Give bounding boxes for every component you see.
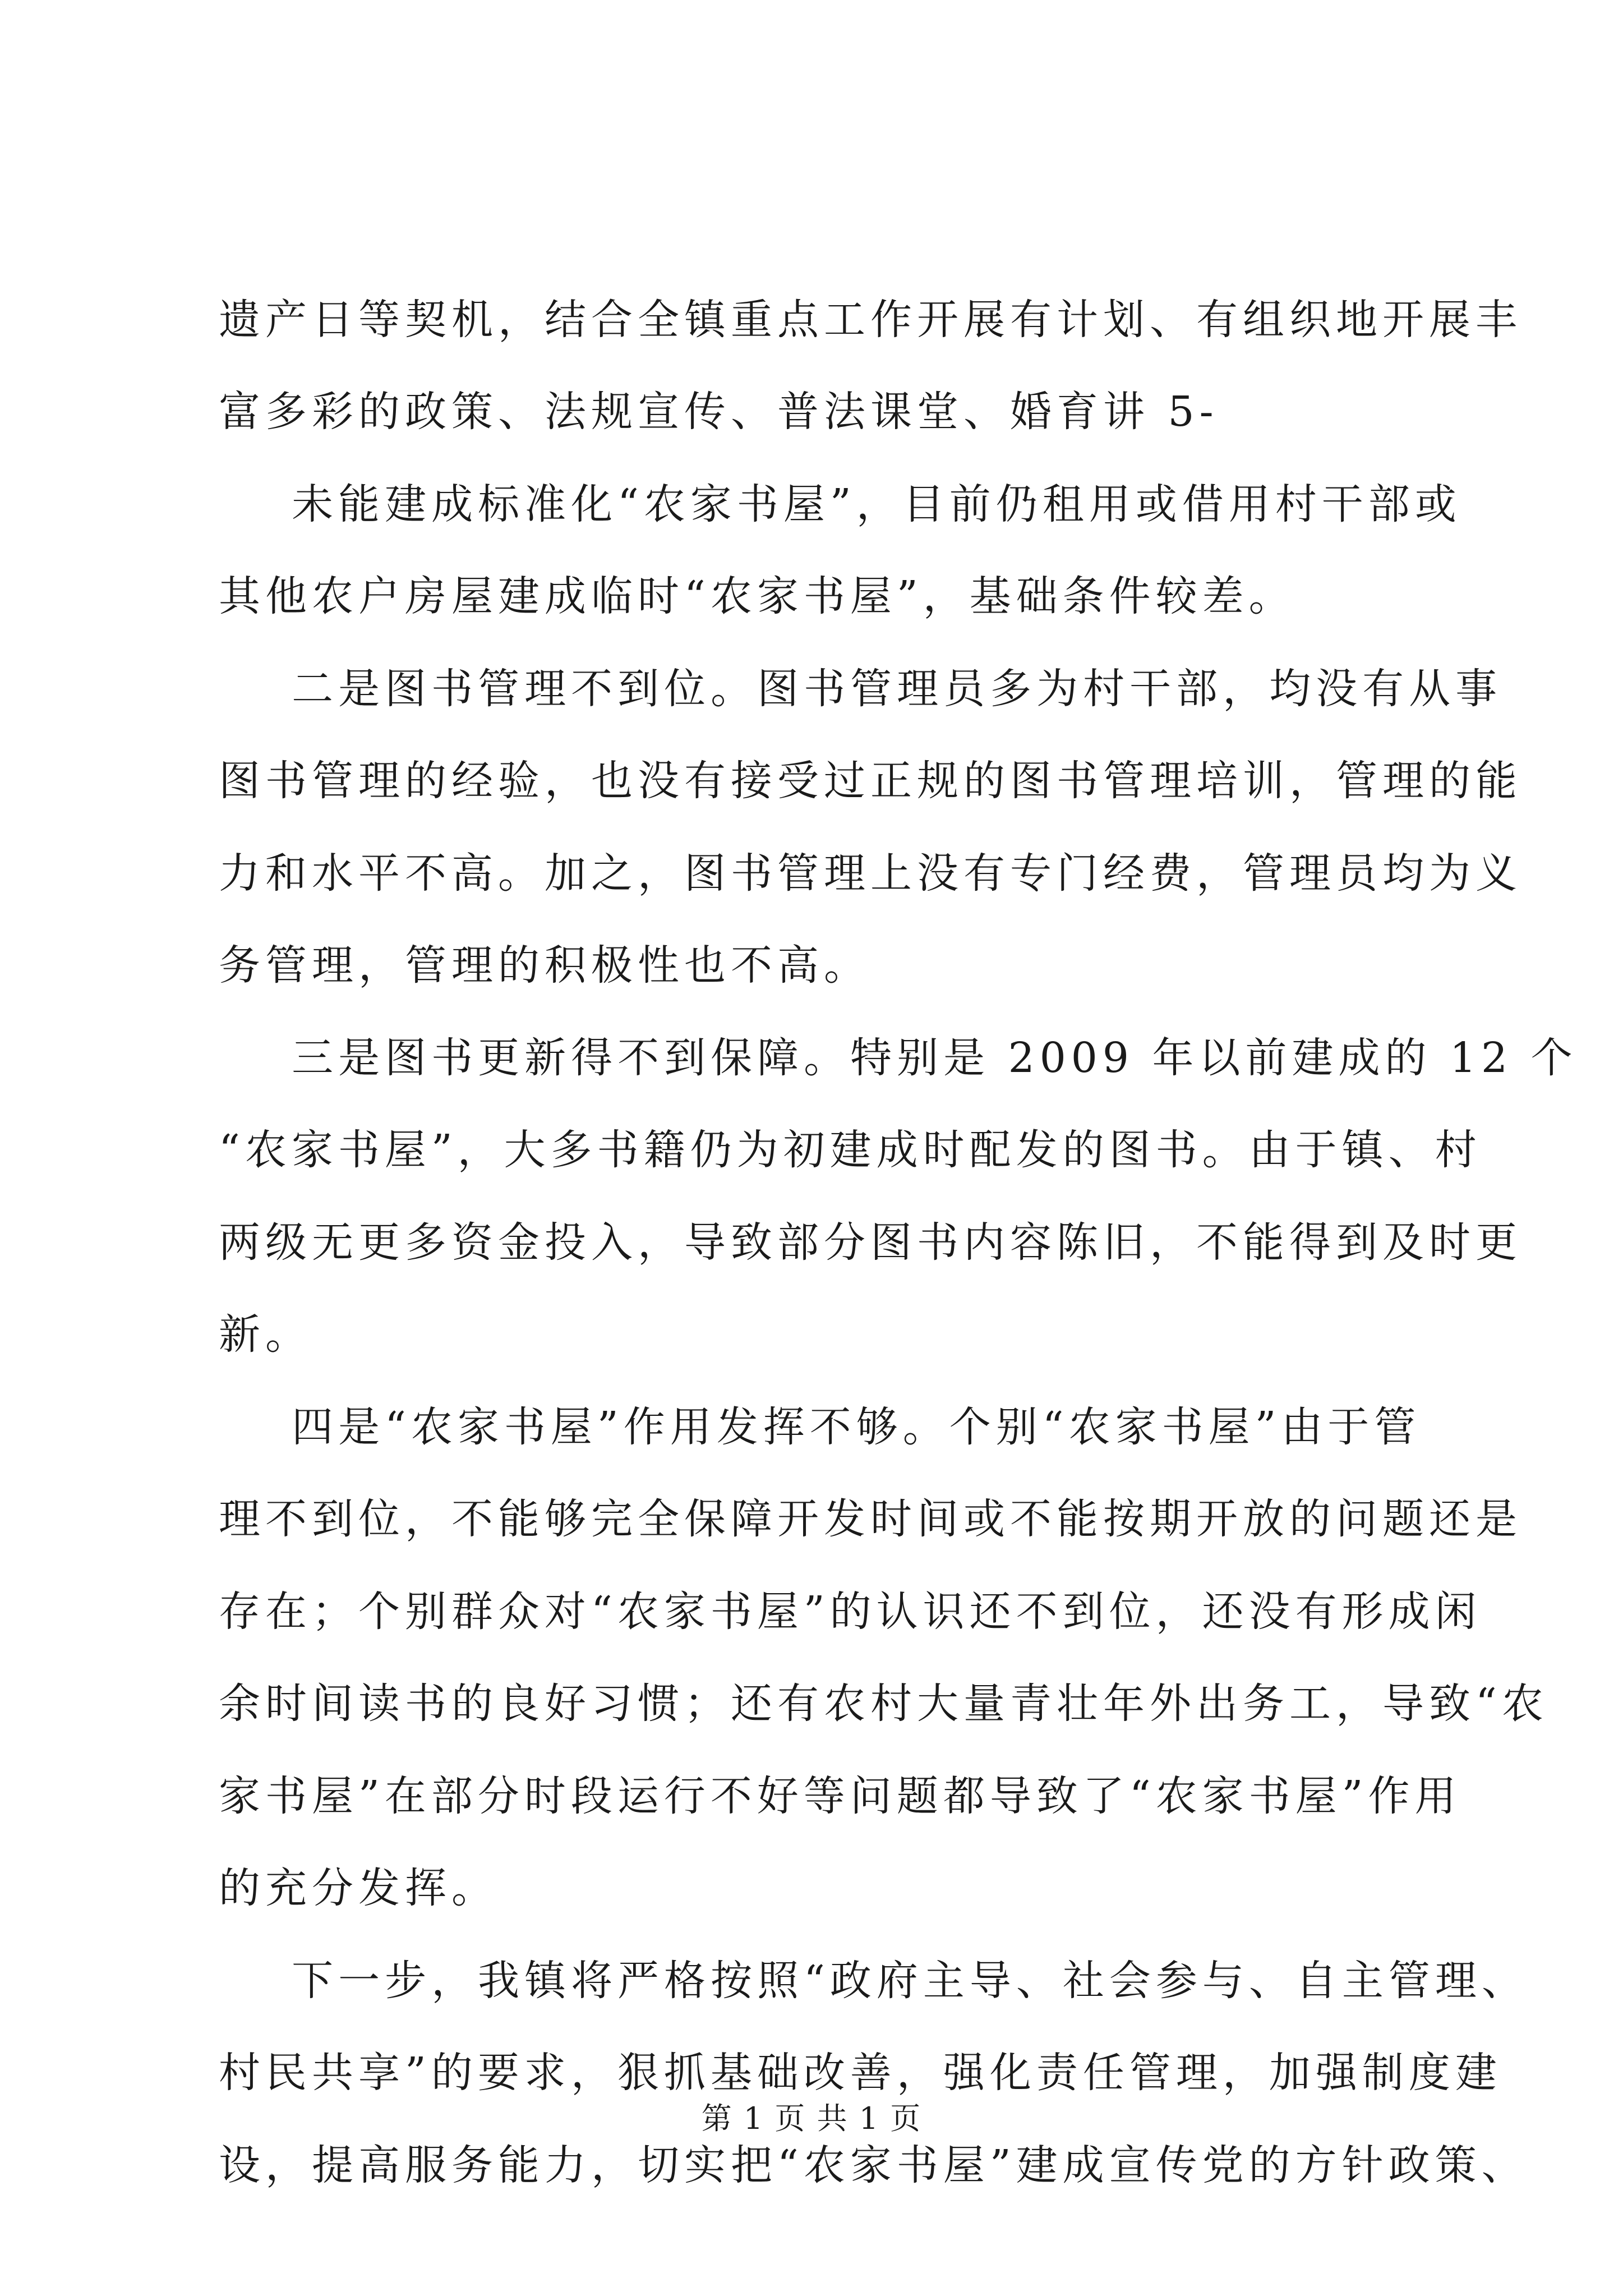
text-line: 未能建成标准化“农家书屋”，目前仍租用或借用村干部或: [219, 480, 1461, 528]
text-line: 理不到位，不能够完全保障开发时间或不能按期开放的问题还是: [219, 1495, 1522, 1543]
text-line: 二是图书管理不到位。图书管理员多为村干部，均没有从事: [219, 665, 1502, 713]
text-line: 务管理，管理的积极性也不高。: [219, 941, 870, 990]
text-line: 两级无更多资金投入，导致部分图书内容陈旧，不能得到及时更: [219, 1218, 1522, 1267]
text-line: 的充分发挥。: [219, 1864, 498, 1912]
text-line: 余时间读书的良好习惯；还有农村大量青壮年外出务工，导致“农: [219, 1680, 1548, 1728]
text-line: 图书管理的经验，也没有接受过正规的图书管理培训，管理的能: [219, 757, 1522, 805]
text-line: 存在；个别群众对“农家书屋”的认识还不到位，还没有形成闲: [219, 1588, 1482, 1636]
text-line: 遗产日等契机，结合全镇重点工作开展有计划、有组织地开展丰: [219, 296, 1522, 344]
text-line: 下一步，我镇将严格按照“政府主导、社会参与、自主管理、: [219, 1957, 1528, 2005]
text-line: 新。: [219, 1310, 312, 1359]
text-line: 富多彩的政策、法规宣传、普法课堂、婚育讲 5-: [219, 388, 1219, 436]
page-number-footer: 第 1 页 共 1 页: [701, 2101, 922, 2136]
text-line: 村民共享”的要求，狠抓基础改善，强化责任管理，加强制度建: [219, 2049, 1502, 2097]
text-line: 家书屋”在部分时段运行不好等问题都导致了“农家书屋”作用: [219, 1772, 1461, 1820]
text-line: 力和水平不高。加之，图书管理上没有专门经费，管理员均为义: [219, 849, 1522, 898]
text-line: 三是图书更新得不到保障。特别是 2009 年以前建成的 12 个: [219, 1034, 1578, 1082]
text-line: 四是“农家书屋”作用发挥不够。个别“农家书屋”由于管: [219, 1403, 1421, 1451]
text-line: 其他农户房屋建成临时“农家书屋”，基础条件较差。: [219, 572, 1295, 620]
text-line: 设，提高服务能力，切实把“农家书屋”建成宣传党的方针政策、: [219, 2141, 1528, 2189]
text-line: “农家书屋”，大多书籍仍为初建成时配发的图书。由于镇、村: [219, 1126, 1482, 1174]
